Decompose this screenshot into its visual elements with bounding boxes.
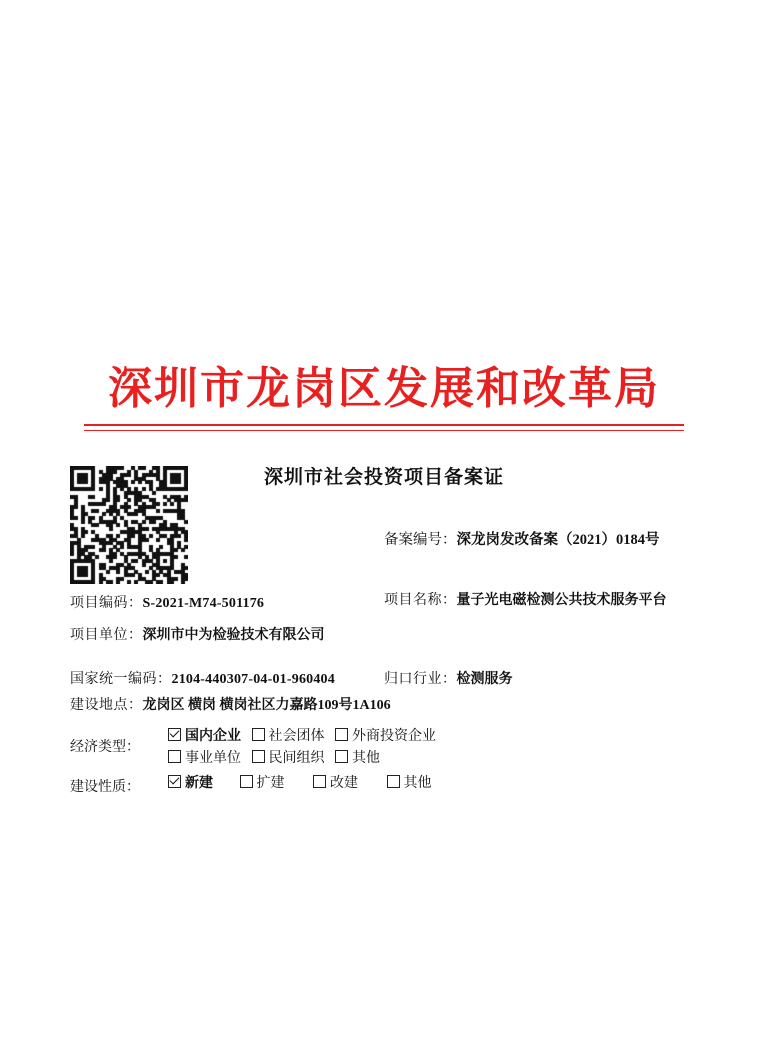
checkbox-icon[interactable] xyxy=(252,750,265,763)
economy-option-social-group[interactable] xyxy=(252,727,332,747)
checkbox-icon[interactable] xyxy=(240,775,253,788)
address-label: 建设地点： xyxy=(70,698,143,713)
checkbox-icon[interactable] xyxy=(335,728,348,741)
economy-option-label: 其他 xyxy=(352,751,380,766)
issuing-authority-title: 深圳市龙岗区发展和改革局 xyxy=(108,364,660,413)
economy-type-row-1 xyxy=(168,727,436,747)
economy-option-other[interactable] xyxy=(335,749,431,769)
project-code-value: S-2021-M74-501176 xyxy=(142,596,265,611)
checkbox-icon[interactable] xyxy=(168,728,181,741)
construction-option-new[interactable] xyxy=(168,774,236,794)
project-unit-label: 项目单位： xyxy=(70,628,143,643)
economy-option-public-institution[interactable] xyxy=(168,749,248,769)
economy-type-options xyxy=(168,727,436,771)
address-value: 龙岗区 横岗 横岗社区力嘉路109号1A106 xyxy=(142,698,391,713)
record-number-value: 深龙岗发改备案（2021）0184号 xyxy=(456,532,660,548)
construction-nature-label: 建设性质： xyxy=(70,780,140,795)
economy-option-foreign-invested[interactable] xyxy=(335,727,436,747)
construction-option-other[interactable] xyxy=(387,774,457,794)
construction-option-label: 新建 xyxy=(185,776,213,791)
project-unit-row xyxy=(70,624,325,644)
national-code-value: 2104-440307-04-01-960404 xyxy=(171,672,335,687)
industry-label: 归口行业： xyxy=(384,672,457,687)
project-code-label: 项目编码： xyxy=(70,596,143,611)
economy-option-label: 民间组织 xyxy=(268,751,325,766)
address-row xyxy=(70,694,391,714)
economy-option-domestic-enterprise[interactable] xyxy=(168,727,248,747)
project-code-row xyxy=(70,592,264,612)
checkbox-icon[interactable] xyxy=(313,775,326,788)
record-number-label: 备案编号： xyxy=(384,532,457,548)
construction-option-label: 其他 xyxy=(403,776,432,791)
record-number xyxy=(384,528,660,549)
construction-option-label: 扩建 xyxy=(256,776,285,791)
industry-row xyxy=(384,668,513,688)
construction-nature-options xyxy=(168,774,457,794)
project-unit-value: 深圳市中为检验技术有限公司 xyxy=(142,628,325,643)
construction-nature-row xyxy=(168,774,457,794)
checkbox-icon[interactable] xyxy=(252,728,265,741)
economy-option-label: 外商投资企业 xyxy=(352,729,436,744)
divider-thin xyxy=(84,430,684,431)
construction-option-renovation[interactable] xyxy=(313,774,383,794)
checkbox-icon[interactable] xyxy=(168,775,181,788)
document-title: 深圳市社会投资项目备案证 xyxy=(263,467,504,488)
economy-option-label: 事业单位 xyxy=(185,751,241,766)
economy-option-label: 社会团体 xyxy=(268,729,325,744)
project-name-value: 量子光电磁检测公共技术服务平台 xyxy=(456,593,667,608)
qr-code xyxy=(70,466,188,584)
national-code-row xyxy=(70,668,335,688)
checkbox-icon[interactable] xyxy=(387,775,400,788)
divider-thick xyxy=(84,424,684,426)
industry-value: 检测服务 xyxy=(456,672,513,687)
construction-option-label: 改建 xyxy=(330,776,358,791)
checkbox-icon[interactable] xyxy=(168,750,181,763)
construction-option-expansion[interactable] xyxy=(240,774,310,794)
economy-type-label: 经济类型： xyxy=(70,740,140,755)
project-name-row xyxy=(384,589,667,609)
economy-type-row-2 xyxy=(168,749,431,769)
economy-option-label: 国内企业 xyxy=(185,729,241,744)
national-code-label: 国家统一编码： xyxy=(70,672,172,687)
economy-option-ngo[interactable] xyxy=(252,749,332,769)
checkbox-icon[interactable] xyxy=(335,750,348,763)
project-name-label: 项目名称： xyxy=(384,593,457,608)
